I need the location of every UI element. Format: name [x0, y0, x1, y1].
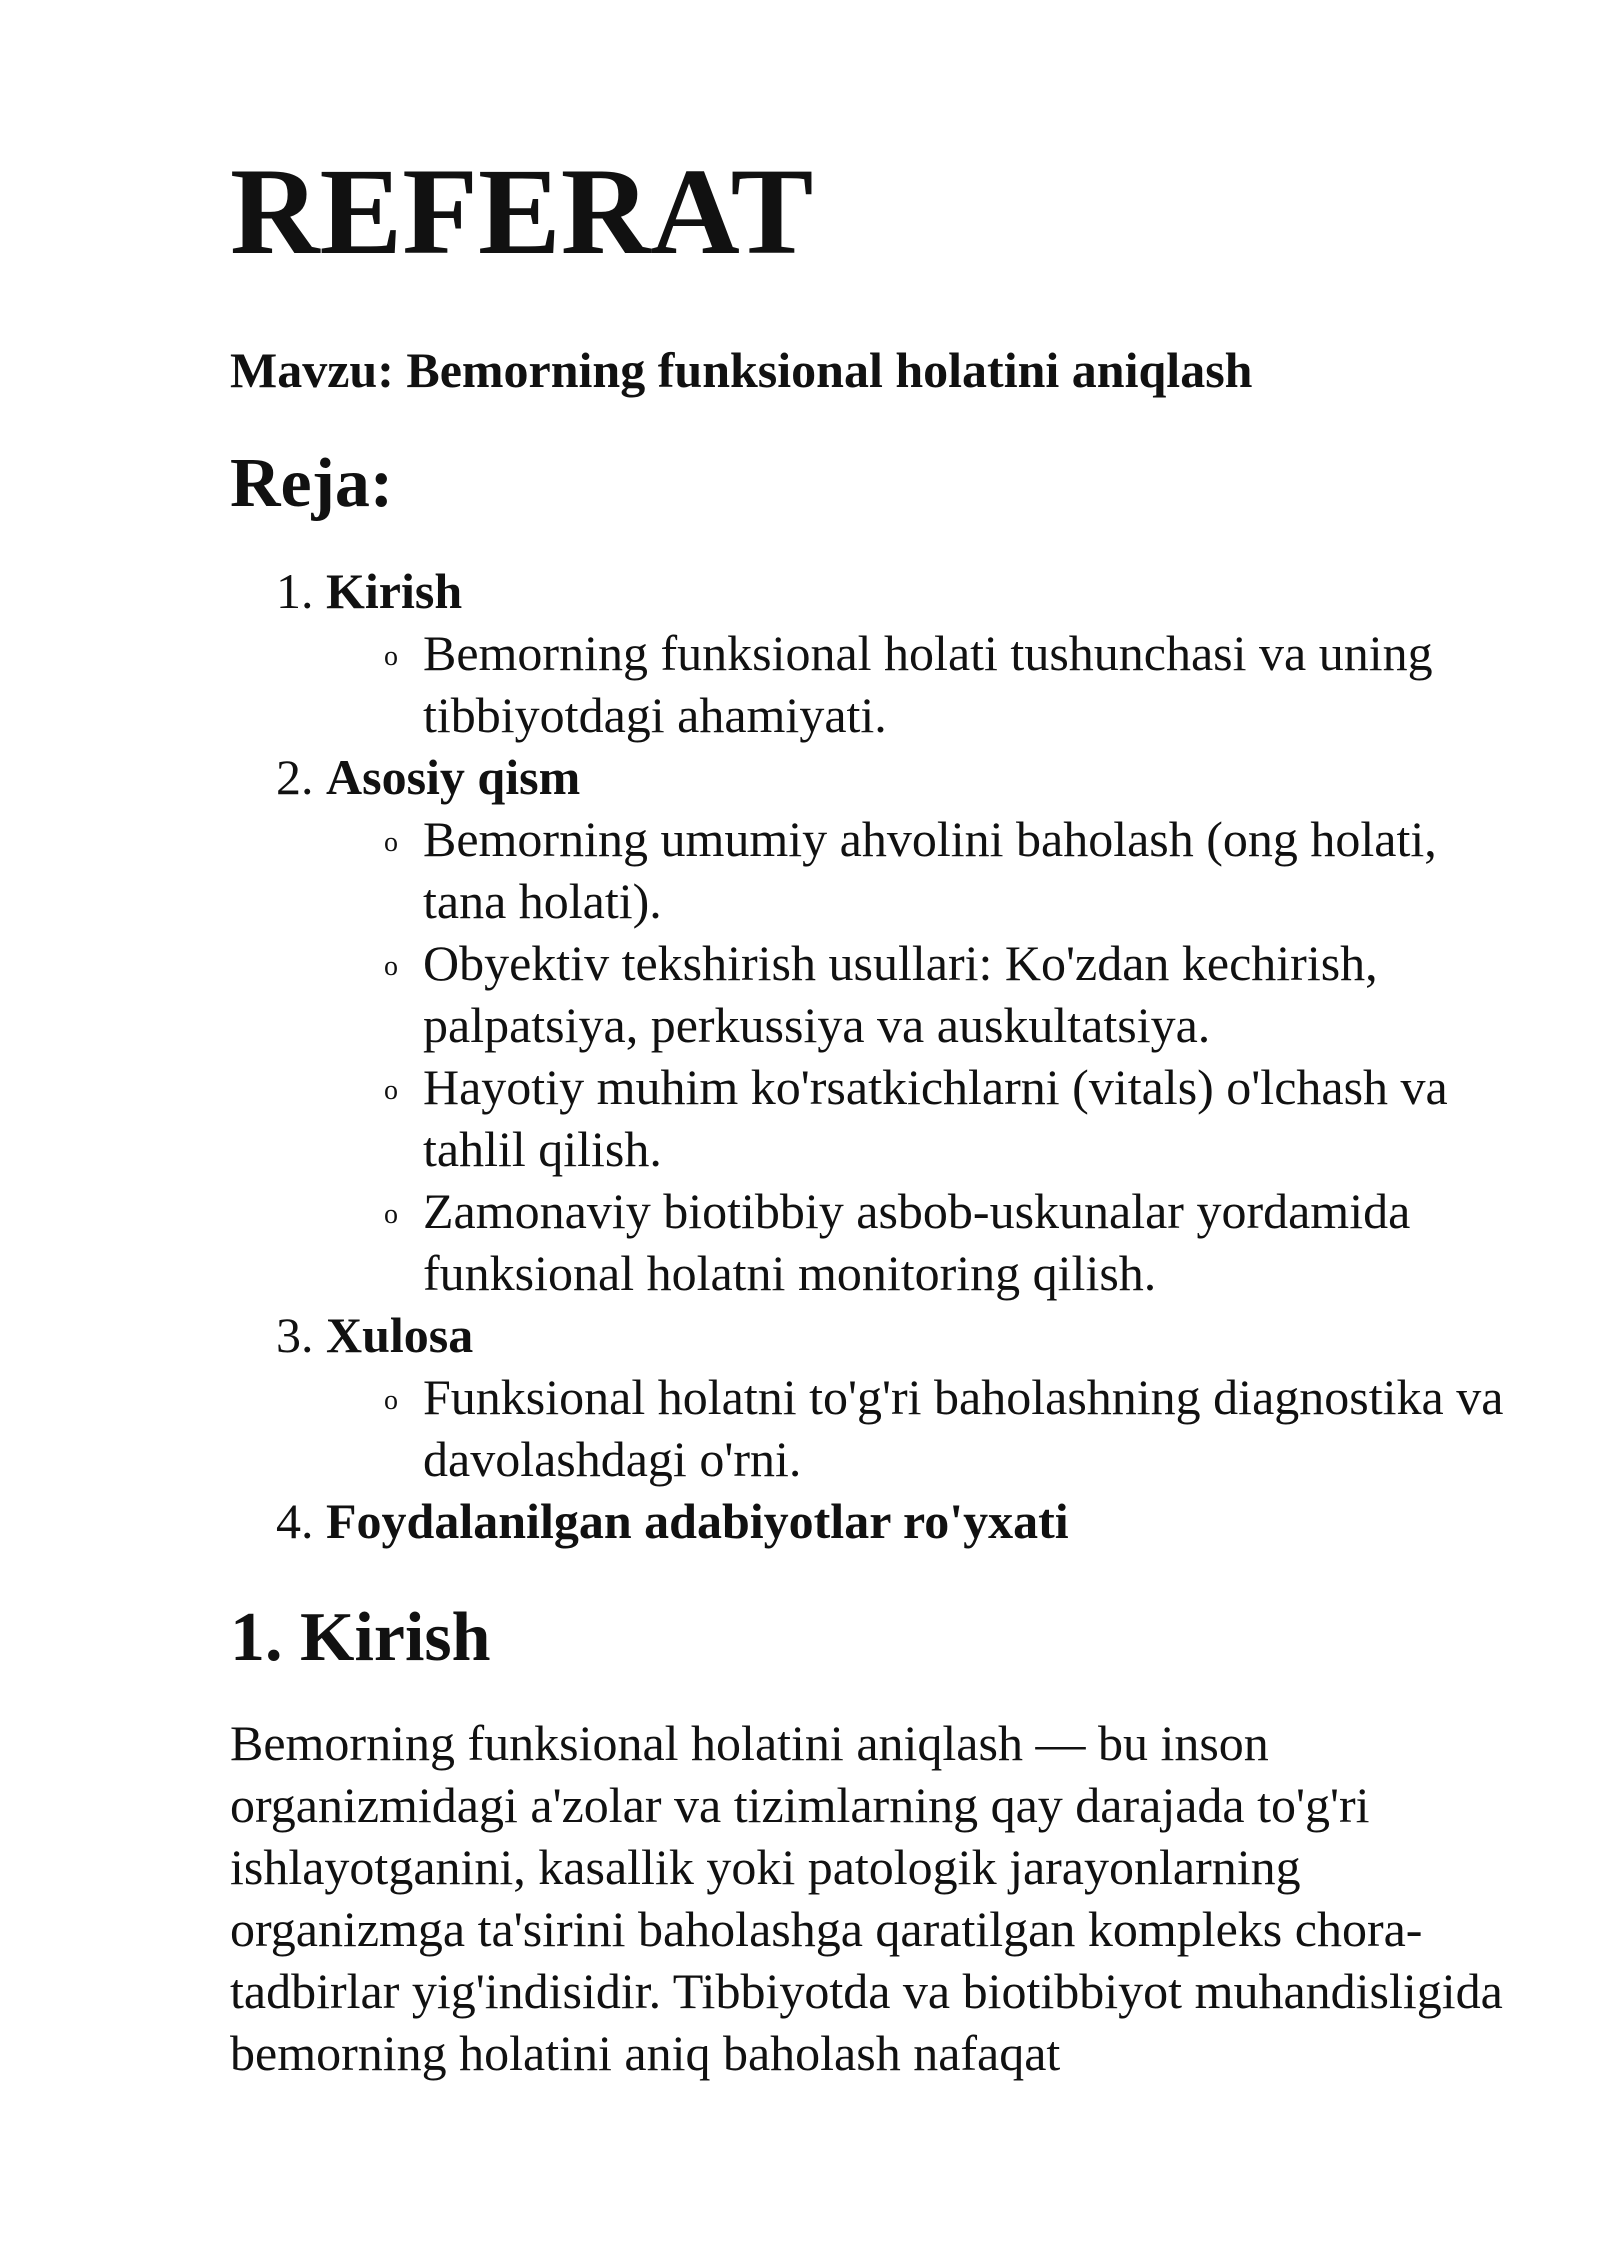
plan-subitem	[326, 622, 1520, 746]
circle-bullet-icon: o	[384, 641, 398, 672]
plan-subitem	[326, 932, 1520, 1056]
circle-bullet-icon: o	[384, 1385, 398, 1416]
plan-item-label: Xulosa	[326, 1307, 474, 1363]
plan-item-adabiyotlar	[230, 1490, 1520, 1552]
plan-list	[230, 560, 1520, 1552]
plan-subitem-text: Bemorning umumiy ahvolini baholash (ong holati, tana holati).	[423, 811, 1437, 929]
circle-bullet-icon: o	[384, 1075, 398, 1106]
plan-item-xulosa	[230, 1304, 1520, 1490]
plan-item-kirish	[230, 560, 1520, 746]
plan-item-number: 3.	[276, 1307, 314, 1363]
plan-heading: Reja:	[230, 445, 394, 522]
circle-bullet-icon: o	[384, 827, 398, 858]
plan-subitem-text: Funksional holatni to'g'ri baholashning diagnostika va davolashdagi o'rni.	[423, 1369, 1504, 1487]
document-subject: Mavzu: Bemorning funksional holatini aniqlash	[230, 342, 1253, 398]
plan-subitem	[326, 1180, 1520, 1304]
plan-item-label: Kirish	[326, 563, 463, 619]
plan-item-number: 2.	[276, 749, 314, 805]
document-title: REFERAT	[230, 143, 814, 280]
circle-bullet-icon: o	[384, 951, 398, 982]
plan-item-number: 1.	[276, 563, 314, 619]
plan-subitem	[326, 808, 1520, 932]
circle-bullet-icon: o	[384, 1199, 398, 1230]
section-heading-kirish: 1. Kirish	[230, 1599, 491, 1676]
plan-subitem	[326, 1366, 1520, 1490]
plan-item-label: Asosiy qism	[326, 749, 581, 805]
plan-item-asosiy-qism	[230, 746, 1520, 1304]
plan-subitem-text: Bemorning funksional holati tushunchasi va uning tibbiyotdagi ahamiyati.	[423, 625, 1433, 743]
intro-paragraph: Bemorning funksional holatini aniqlash — bu inson organizmidagi a'zolar va tizimlarning qay darajada to'g'ri ishlayotganini, kasallik yoki patologik jarayonlarning organizmga ta'sirini baholashga qaratilgan kompleks chora-tadbirlar yig'indisidir. Tibbiyotda va biotibbiyot muhandisligida bemorning holatini aniq baholash nafaqat	[230, 1715, 1503, 2081]
plan-subitem-text: Obyektiv tekshirish usullari: Ko'zdan kechirish, palpatsiya, perkussiya va auskultatsiya.	[423, 935, 1378, 1053]
plan-item-number: 4.	[276, 1493, 314, 1549]
plan-sublist	[326, 808, 1520, 1304]
plan-subitem	[326, 1056, 1520, 1180]
plan-subitem-text: Hayotiy muhim ko'rsatkichlarni (vitals) o'lchash va tahlil qilish.	[423, 1059, 1448, 1177]
plan-subitem-text: Zamonaviy biotibbiy asbob-uskunalar yordamida funksional holatni monitoring qilish.	[423, 1183, 1411, 1301]
plan-item-label: Foydalanilgan adabiyotlar ro'yxati	[326, 1493, 1069, 1549]
plan-sublist	[326, 1366, 1520, 1490]
plan-sublist	[326, 622, 1520, 746]
